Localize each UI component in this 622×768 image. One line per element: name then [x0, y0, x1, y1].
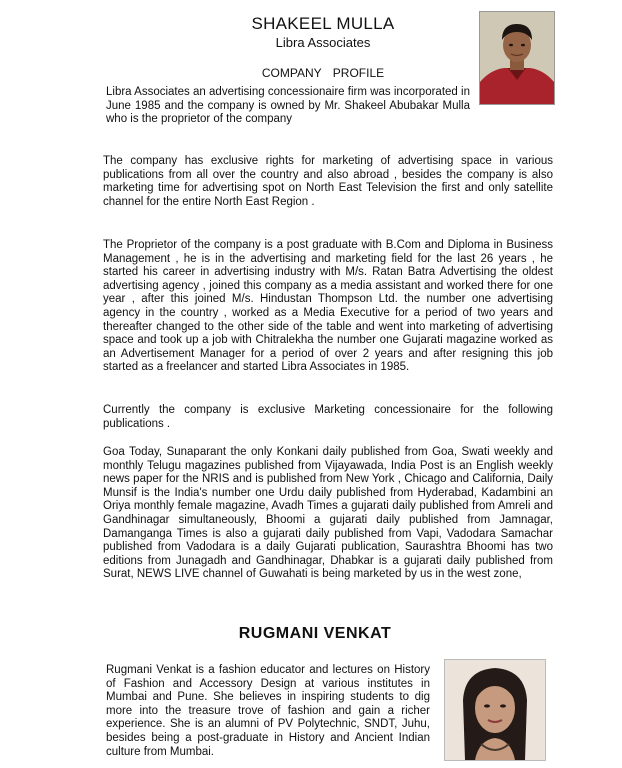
company-name: Libra Associates: [275, 35, 371, 50]
paragraph-intro: Libra Associates an advertising concessionaire firm was incorporated in June 1985 and the company is owned by Mr. Shakeel Abubakar Mulla who is the proprietor of the company: [106, 86, 470, 126]
paragraph-rugmani-bio: Rugmani Venkat is a fashion educator and lectures on History of Fashion and Accessory Design at various institutes in Mumbai and Pune. She believes in inspiring students to dig more into the treasure trove of fashion and gain a richer experience. She is an alumni of PV Polytechnic, SNDT, Juhu, besides being a post-graduate in History and Ancient Indian culture from Mumbai.: [106, 664, 430, 758]
portrait-photo-rugmani-venkat: [444, 659, 546, 761]
portrait-photo-shakeel-mulla: [479, 11, 555, 105]
paragraph-rights: The company has exclusive rights for marketing of advertising space in various publications from all over the country and also abroad , besides the company is also marketing time for advertising spot on North East Television the first and only satellite channel for the entire North East Region .: [103, 155, 553, 208]
paragraph-proprietor: The Proprietor of the company is a post graduate with B.Com and Diploma in Business Management , he is in the advertising and marketing field for the last 26 years , he started his career in advertising industry with M/s. Ratan Batra Advertising the oldest advertising agency , joined this company as a media assistant and worked there for one year , after this joined M/s. Hindustan Thompson Ltd. the number one advertising agency in the country , worked as a Media Executive for a period of two years and thereafter changed to the other side of the table and went into marketing of advertising space and took up a job with Chitralekha the number one Gujarati magazine worked as an Advertisement Manager for a period of over 2 years and after resigning this job started as a freelancer and started Libra Associates in 1985.: [103, 239, 553, 374]
section-heading-rugmani-venkat: RUGMANI VENKAT: [238, 625, 392, 642]
page-title: SHAKEEL MULLA: [251, 14, 395, 33]
paragraph-publications: Goa Today, Sunaparant the only Konkani daily published from Goa, Swati weekly and monthly Telugu magazines published from Vijayawada, India Post is an English weekly news paper for the NRIS and is published from New York , Chicago and California, Daily Munsif is the India's number one Urdu daily published from Hyderabad, Kadambini an Oriya monthly female magazine, Avadh Times a gujarati daily published from Amreli and Gandhinagar simultaneously, Bhoomi a gujarati daily published from Jamnagar, Damanganga Times is also a gujarati daily published from Vapi, Vadodara Samachar published from Vadodara is a daily Gujarati publication, Saurashtra Bhoomi has two editions from Junagadh and Gandhinagar, Dhabkar is a gujarati daily published from Surat, NEWS LIVE channel of Guwahati is being marketed by us in the west zone,: [103, 446, 553, 581]
section-title: COMPANY PROFILE: [261, 66, 385, 80]
paragraph-currently: Currently the company is exclusive Marketing concessionaire for the following publications .: [103, 404, 553, 430]
